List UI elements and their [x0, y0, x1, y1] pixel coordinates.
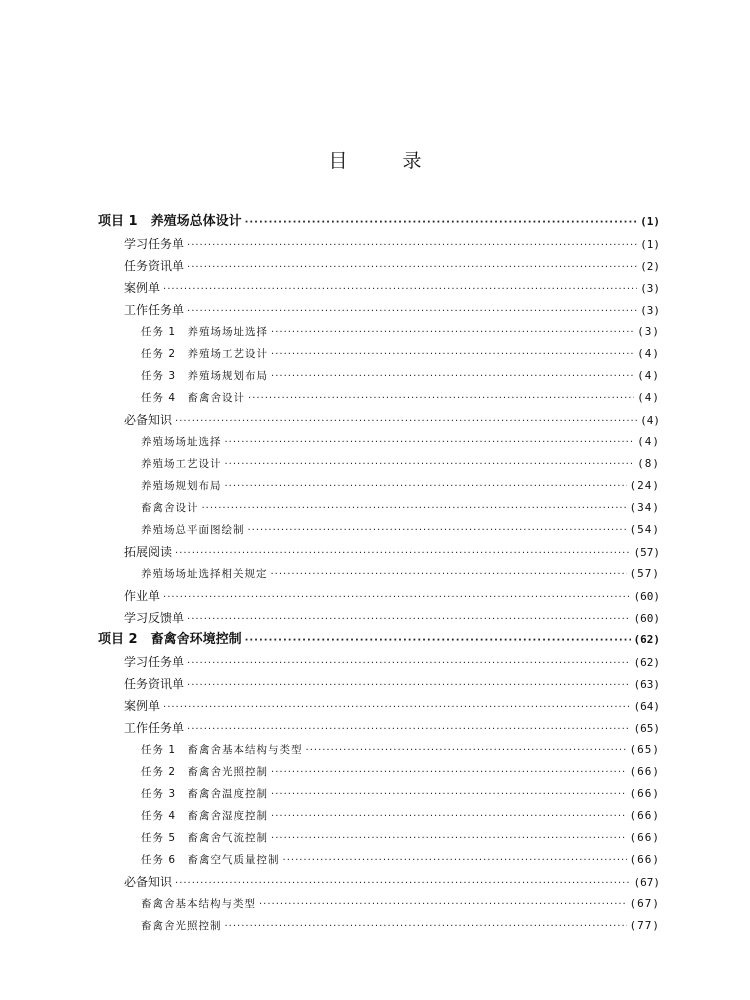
dot-leader	[245, 212, 638, 234]
dot-leader	[271, 828, 626, 850]
toc-page-number: (4)	[637, 347, 660, 360]
toc-entry-text: 学习任务单	[124, 237, 185, 251]
toc-subsection-entry[interactable]	[98, 805, 660, 827]
toc-page-number: (24)	[629, 479, 660, 492]
toc-entry-text: 养殖场场址选择相关规定	[141, 568, 268, 580]
toc-subsection-entry[interactable]	[98, 519, 660, 541]
toc-entry-text: 任务 2 畜禽舍光照控制	[141, 766, 269, 778]
toc-page-number: (66)	[629, 853, 660, 866]
dot-leader	[187, 235, 637, 257]
dot-leader	[271, 344, 634, 366]
toc-entry-text: 必备知识	[124, 875, 173, 889]
toc-page-number: (34)	[629, 501, 660, 514]
toc-page-number: (60)	[633, 612, 660, 625]
toc-entry-text: 养殖场规划布局	[141, 480, 222, 492]
toc-entry-text: 任务 4 畜禽舍湿度控制	[141, 810, 269, 822]
toc-entry-text: 养殖场总平面图绘制	[141, 524, 245, 536]
toc-page-number: (4)	[637, 391, 660, 404]
dot-leader	[225, 454, 635, 476]
toc-page-number: (4)	[640, 414, 660, 427]
toc-chapter-entry[interactable]	[98, 211, 660, 233]
dot-leader	[175, 543, 630, 565]
toc-entry-text: 任务 1 畜禽舍基本结构与类型	[141, 744, 303, 756]
toc-entry-text: 养殖场工艺设计	[141, 458, 222, 470]
dot-leader	[187, 653, 630, 675]
toc-entry-text: 任务 3 畜禽舍温度控制	[141, 788, 269, 800]
toc-subsection-entry[interactable]	[98, 431, 660, 453]
toc-subsection-entry[interactable]	[98, 321, 660, 343]
toc-section-entry[interactable]	[98, 717, 660, 739]
dot-leader	[271, 762, 626, 784]
toc-entry-text: 任务 1 养殖场场址选择	[141, 326, 269, 338]
toc-section-entry[interactable]	[98, 651, 660, 673]
dot-leader	[187, 675, 630, 697]
dot-leader	[283, 850, 627, 872]
toc-page-number: (8)	[637, 457, 660, 470]
toc-page-number: (57)	[629, 567, 660, 580]
dot-leader	[187, 719, 630, 741]
toc-page-number: (4)	[637, 369, 660, 382]
toc-section-entry[interactable]	[98, 299, 660, 321]
toc-subsection-entry[interactable]	[98, 475, 660, 497]
toc-entry-text: 作业单	[124, 589, 161, 603]
toc-section-entry[interactable]	[98, 585, 660, 607]
toc-page-number: (62)	[633, 633, 660, 646]
toc-subsection-entry[interactable]	[98, 365, 660, 387]
dot-leader	[163, 279, 637, 301]
toc-page-number: (67)	[629, 897, 660, 910]
toc-entry-text: 拓展阅读	[124, 545, 173, 559]
toc-entry-text: 工作任务单	[124, 721, 185, 735]
dot-leader	[245, 630, 631, 652]
page-title: 目 录	[328, 150, 440, 172]
toc-entry-text: 案例单	[124, 281, 161, 295]
dot-leader	[248, 388, 634, 410]
toc-subsection-entry[interactable]	[98, 849, 660, 871]
toc-subsection-entry[interactable]	[98, 387, 660, 409]
toc-section-entry[interactable]	[98, 233, 660, 255]
toc-page-number: (65)	[633, 722, 660, 735]
toc-entry-text: 畜禽舍设计	[141, 502, 199, 514]
toc-entry-text: 案例单	[124, 699, 161, 713]
table-of-contents	[98, 211, 660, 937]
toc-subsection-entry[interactable]	[98, 739, 660, 761]
toc-subsection-entry[interactable]	[98, 497, 660, 519]
toc-entry-text: 任务 6 畜禽空气质量控制	[141, 854, 280, 866]
toc-page-number: (4)	[637, 435, 660, 448]
toc-page-number: (65)	[629, 743, 660, 756]
dot-leader	[175, 873, 630, 895]
toc-entry-text: 项目 1 养殖场总体设计	[98, 214, 242, 229]
toc-page-number: (66)	[629, 787, 660, 800]
toc-page-number: (3)	[640, 282, 660, 295]
dot-leader	[271, 366, 634, 388]
toc-subsection-entry[interactable]	[98, 893, 660, 915]
toc-entry-text: 任务 5 畜禽舍气流控制	[141, 832, 269, 844]
toc-entry-text: 任务资讯单	[124, 259, 185, 273]
toc-subsection-entry[interactable]	[98, 761, 660, 783]
toc-page-number: (64)	[633, 700, 660, 713]
toc-entry-text: 任务 2 养殖场工艺设计	[141, 348, 269, 360]
toc-subsection-entry[interactable]	[98, 827, 660, 849]
toc-page-number: (1)	[640, 238, 660, 251]
toc-page-number: (66)	[629, 765, 660, 778]
dot-leader	[187, 257, 637, 279]
toc-page-number: (66)	[629, 809, 660, 822]
toc-entry-text: 任务资讯单	[124, 677, 185, 691]
dot-leader	[225, 916, 627, 938]
dot-leader	[271, 322, 634, 344]
dot-leader	[271, 564, 627, 586]
dot-leader	[259, 894, 627, 916]
toc-entry-text: 养殖场场址选择	[141, 436, 222, 448]
toc-entry-text: 学习反馈单	[124, 611, 185, 625]
dot-leader	[306, 740, 627, 762]
dot-leader	[163, 697, 630, 719]
toc-section-entry[interactable]	[98, 607, 660, 629]
dot-leader	[271, 806, 626, 828]
toc-entry-text: 项目 2 畜禽舍环境控制	[98, 632, 242, 647]
dot-leader	[187, 301, 637, 323]
toc-section-entry[interactable]	[98, 277, 660, 299]
toc-page-number: (60)	[633, 590, 660, 603]
toc-page-number: (2)	[640, 260, 660, 273]
toc-section-entry[interactable]	[98, 673, 660, 695]
toc-entry-text: 任务 4 畜禽舍设计	[141, 392, 246, 404]
dot-leader	[202, 498, 627, 520]
toc-subsection-entry[interactable]	[98, 915, 660, 937]
toc-page-number: (57)	[633, 546, 660, 559]
toc-page-number: (66)	[629, 831, 660, 844]
dot-leader	[271, 784, 626, 806]
toc-entry-text: 畜禽舍基本结构与类型	[141, 898, 256, 910]
toc-subsection-entry[interactable]	[98, 453, 660, 475]
toc-entry-text: 畜禽舍光照控制	[141, 920, 222, 932]
toc-entry-text: 学习任务单	[124, 655, 185, 669]
toc-page-number: (77)	[629, 919, 660, 932]
toc-subsection-entry[interactable]	[98, 343, 660, 365]
toc-section-entry[interactable]	[98, 409, 660, 431]
dot-leader	[175, 411, 637, 433]
toc-subsection-entry[interactable]	[98, 783, 660, 805]
toc-chapter-entry[interactable]	[98, 629, 660, 651]
toc-entry-text: 工作任务单	[124, 303, 185, 317]
dot-leader	[225, 476, 627, 498]
toc-section-entry[interactable]	[98, 541, 660, 563]
toc-page-number: (62)	[633, 656, 660, 669]
toc-page-number: (3)	[637, 325, 660, 338]
toc-page-number: (1)	[640, 215, 660, 228]
toc-entry-text: 任务 3 养殖场规划布局	[141, 370, 269, 382]
toc-page-number: (63)	[633, 678, 660, 691]
dot-leader	[225, 432, 635, 454]
toc-entry-text: 必备知识	[124, 413, 173, 427]
toc-section-entry[interactable]	[98, 255, 660, 277]
toc-page-number: (67)	[633, 876, 660, 889]
toc-section-entry[interactable]	[98, 695, 660, 717]
toc-page-number: (3)	[640, 304, 660, 317]
toc-subsection-entry[interactable]	[98, 563, 660, 585]
dot-leader	[187, 609, 630, 631]
dot-leader	[248, 520, 627, 542]
dot-leader	[163, 587, 630, 609]
toc-page-number: (54)	[629, 523, 660, 536]
toc-section-entry[interactable]	[98, 871, 660, 893]
